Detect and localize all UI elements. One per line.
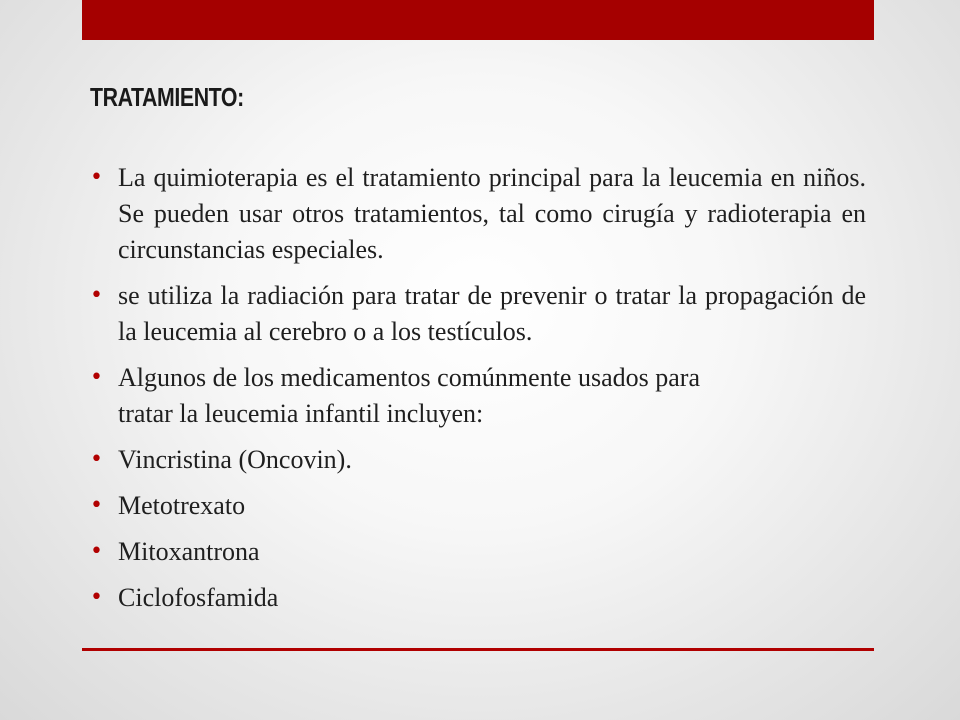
bullet-text: Vincristina (Oncovin). (118, 445, 352, 474)
bullet-icon: • (90, 447, 103, 472)
list-item (90, 360, 866, 432)
bottom-accent-line (82, 648, 874, 651)
list-item (90, 278, 866, 350)
list-item (90, 534, 866, 570)
bullet-text: La quimioterapia es el tratamiento principal para la leucemia en niños. Se pueden usar otros tratamientos, tal como cirugía y radioterapia en circunstancias especiales. (118, 163, 866, 264)
slide-title: TRATAMIENTO: (90, 82, 244, 112)
bullet-text: Ciclofosfamida (118, 583, 279, 612)
bullet-text: Mitoxantrona (118, 537, 260, 566)
bullet-text: se utiliza la radiación para tratar de prevenir o tratar la propagación de la leucemia al cerebro o a los testículos. (118, 281, 866, 346)
bullet-list (90, 160, 866, 626)
list-item (90, 160, 866, 268)
bullet-icon: • (90, 283, 103, 308)
bullet-icon: • (90, 365, 103, 390)
list-item (90, 442, 866, 478)
bullet-icon: • (90, 493, 103, 518)
top-accent-bar (82, 0, 874, 40)
bullet-icon: • (90, 539, 103, 564)
list-item (90, 488, 866, 524)
bullet-icon: • (90, 585, 103, 610)
list-item (90, 580, 866, 616)
bullet-text: Algunos de los medicamentos comúnmente usados para tratar la leucemia infantil incluyen: (118, 363, 700, 428)
bullet-icon: • (90, 165, 103, 190)
bullet-text: Metotrexato (118, 491, 246, 520)
